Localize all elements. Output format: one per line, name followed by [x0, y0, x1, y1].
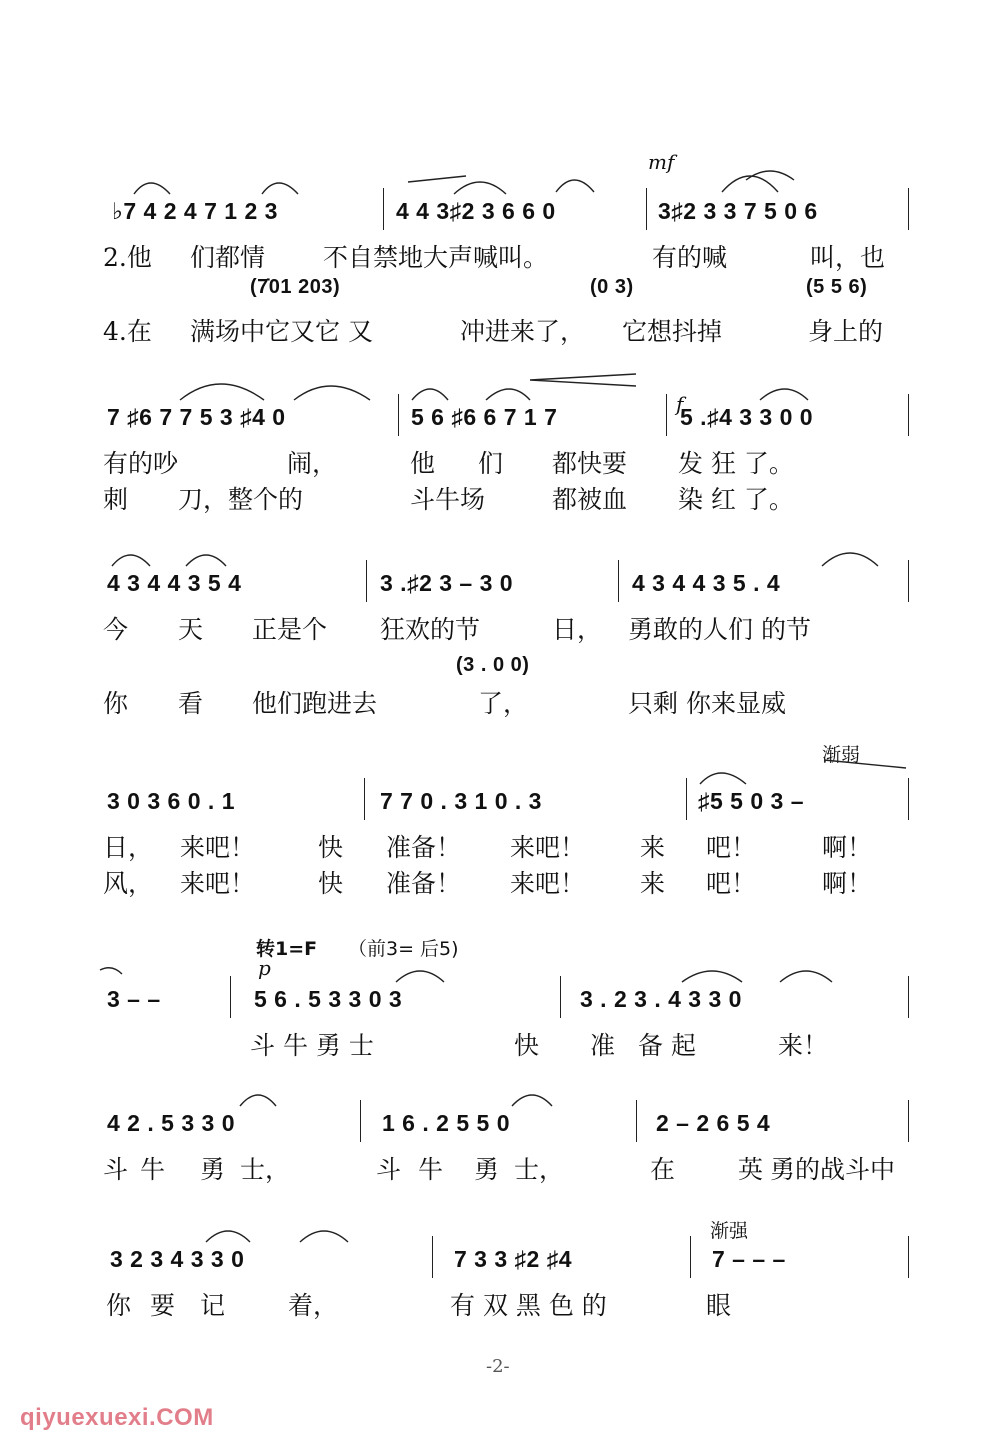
- measure-1-notes: 3 – –: [107, 986, 161, 1012]
- lyric: 士，: [240, 1155, 291, 1184]
- measure-3-notes: 3 . 2 3 . 4 3 3 0: [580, 986, 742, 1012]
- lyric: 勇: [474, 1155, 500, 1184]
- measure-1-notes: 3 0 3 6 0 . 1: [107, 788, 235, 814]
- lyric: 牛: [418, 1155, 444, 1184]
- measure-1-notes: 4 3 4 4 3 5 4: [107, 570, 242, 596]
- lyric: 都被血: [552, 485, 628, 514]
- lyric: 冲进来了，: [460, 317, 586, 346]
- lyric: 满场中它又它 又: [190, 317, 373, 346]
- watermark-logo: qiyuexuexi.COM: [20, 1404, 214, 1431]
- measure-1-notes: 4 2 . 5 3 3 0: [107, 1110, 235, 1136]
- measure-2-notes: 1 6 . 2 5 5 0: [382, 1110, 510, 1136]
- barline: [398, 394, 399, 436]
- lyric: 来！: [778, 1031, 829, 1060]
- measure-2-notes: 7 7 0 . 3 1 0 . 3: [380, 788, 542, 814]
- lyric: 日，: [103, 833, 154, 862]
- barline: [364, 778, 365, 820]
- lyric: 啊！: [822, 833, 873, 862]
- barline: [908, 778, 909, 820]
- alt-notes: (3 . 0 0): [456, 654, 530, 676]
- barline: [908, 976, 909, 1018]
- lyric: 斗: [103, 1155, 129, 1184]
- lyric: 来: [640, 869, 666, 898]
- barline: [908, 1100, 909, 1142]
- lyric: 准备！: [386, 869, 462, 898]
- measure-3-notes: ♯5 5 0 3 –: [698, 788, 805, 814]
- barline: [908, 394, 909, 436]
- measure-2-notes: 7 3 3 ♯2 ♯4: [454, 1246, 573, 1272]
- lyric: 他们跑进去: [252, 689, 378, 718]
- lyric: 4.在: [103, 317, 152, 346]
- crescendo-label: 渐强: [710, 1220, 749, 1242]
- lyric: 染 红 了。: [678, 485, 794, 514]
- measure-1-notes: ♭7 4 2 4 7 1 2 3: [112, 198, 278, 224]
- lyric: 正是个: [252, 615, 328, 644]
- barline: [908, 188, 909, 230]
- lyric: 发 狂 了。: [678, 449, 794, 478]
- measure-3-notes: 2 – 2 6 5 4: [656, 1110, 771, 1136]
- page-number: -2-: [486, 1356, 510, 1377]
- lyric: 刺: [103, 485, 129, 514]
- barline: [686, 778, 687, 820]
- measure-3-notes: 3♯2 3 3 7 5 0 6: [658, 198, 818, 224]
- dynamic-f: f: [676, 392, 684, 416]
- lyric: 备 起: [638, 1031, 696, 1060]
- decrescendo-label: 渐弱: [822, 744, 861, 766]
- lyric: 有的吵: [103, 449, 179, 478]
- measure-2-notes: 5 6 . 5 3 3 0 3: [254, 986, 403, 1012]
- lyric: 来吧！: [510, 833, 586, 862]
- lyric: 斗牛场: [410, 485, 486, 514]
- lyric: 着，: [288, 1291, 339, 1320]
- lyric: 眼: [706, 1291, 732, 1320]
- lyric: 刀，整个的: [178, 485, 304, 514]
- lyric: 闹，: [287, 449, 338, 478]
- lyric: 身上的: [808, 317, 884, 346]
- dynamic-mf: mf: [648, 150, 675, 174]
- lyric: 勇: [200, 1155, 226, 1184]
- measure-2-notes: 3 .♯2 3 – 3 0: [380, 570, 514, 596]
- lyric: 吧！: [706, 833, 757, 862]
- lyric: 在: [650, 1155, 676, 1184]
- lyric: 有 双 黑 色 的: [450, 1291, 607, 1320]
- lyric: 你: [103, 689, 129, 718]
- lyric: 都快要: [552, 449, 628, 478]
- lyric: 斗 牛 勇 士: [250, 1031, 374, 1060]
- lyric: 来吧！: [180, 833, 256, 862]
- lyric: 们都情: [190, 243, 266, 272]
- measure-3-notes: 4 3 4 4 3 5 . 4: [632, 570, 781, 596]
- lyric: 有的喊: [652, 243, 728, 272]
- measure-3-notes: 5 .♯4 3 3 0 0: [680, 404, 814, 430]
- dynamic-p: p: [258, 956, 271, 980]
- lyric: 2.他: [103, 243, 152, 272]
- barline: [908, 560, 909, 602]
- alt-notes: (7̇01 203): [250, 276, 341, 298]
- barline: [666, 394, 667, 436]
- measure-2-notes: 4 4 3♯2 3 6 6 0: [396, 198, 556, 224]
- lyric: 斗: [376, 1155, 402, 1184]
- key-change: 转1=F: [256, 938, 318, 960]
- lyric: 了，: [478, 689, 529, 718]
- lyric: 来吧！: [510, 869, 586, 898]
- lyric: 啊！: [822, 869, 873, 898]
- lyric: 快: [514, 1031, 540, 1060]
- lyric: 准: [590, 1031, 616, 1060]
- barline: [636, 1100, 637, 1142]
- lyric: 来: [640, 833, 666, 862]
- lyric: 不自禁地大声喊叫。: [323, 243, 549, 272]
- alt-notes: (5 5 6): [806, 276, 868, 298]
- barline: [383, 188, 384, 230]
- lyric: 狂欢的节: [380, 615, 481, 644]
- key-change-note: （前3= 后5): [348, 938, 459, 960]
- barline: [230, 976, 231, 1018]
- lyric: 它想抖掉: [622, 317, 723, 346]
- lyric: 们: [478, 449, 504, 478]
- lyric: 快: [318, 869, 344, 898]
- lyric: 你: [106, 1291, 132, 1320]
- lyric: 士，: [514, 1155, 565, 1184]
- measure-1-notes: 3 2 3 4 3 3 0: [110, 1246, 245, 1272]
- lyric: 来吧！: [180, 869, 256, 898]
- measure-3-notes: 7 – – –: [712, 1246, 786, 1272]
- barline: [690, 1236, 691, 1278]
- lyric: 看: [178, 689, 204, 718]
- barline: [618, 560, 619, 602]
- lyric: 要: [150, 1291, 176, 1320]
- lyric: 快: [318, 833, 344, 862]
- lyric: 英: [738, 1155, 764, 1184]
- lyric: 天: [178, 615, 204, 644]
- lyric: 准备！: [386, 833, 462, 862]
- lyric: 日，: [552, 615, 603, 644]
- measure-1-notes: 7 ♯6 7 7 5 3 ♯4 0: [107, 404, 286, 430]
- lyric: 牛: [140, 1155, 166, 1184]
- measure-2-notes: 5 6 ♯6 6 7 1 7: [411, 404, 558, 430]
- barline: [366, 560, 367, 602]
- lyric: 风，: [103, 869, 154, 898]
- lyric: 吧！: [706, 869, 757, 898]
- barline: [646, 188, 647, 230]
- barline: [908, 1236, 909, 1278]
- lyric: 记: [200, 1291, 226, 1320]
- lyric: 只剩 你来显威: [628, 689, 786, 718]
- alt-notes: (0 3): [590, 276, 634, 298]
- lyric: 今: [103, 615, 129, 644]
- barline: [560, 976, 561, 1018]
- barline: [432, 1236, 433, 1278]
- lyric: 勇的战斗中: [770, 1155, 896, 1184]
- lyric: 勇敢的人们 的节: [628, 615, 811, 644]
- barline: [360, 1100, 361, 1142]
- lyric: 叫，也: [810, 243, 886, 272]
- lyric: 他: [410, 449, 436, 478]
